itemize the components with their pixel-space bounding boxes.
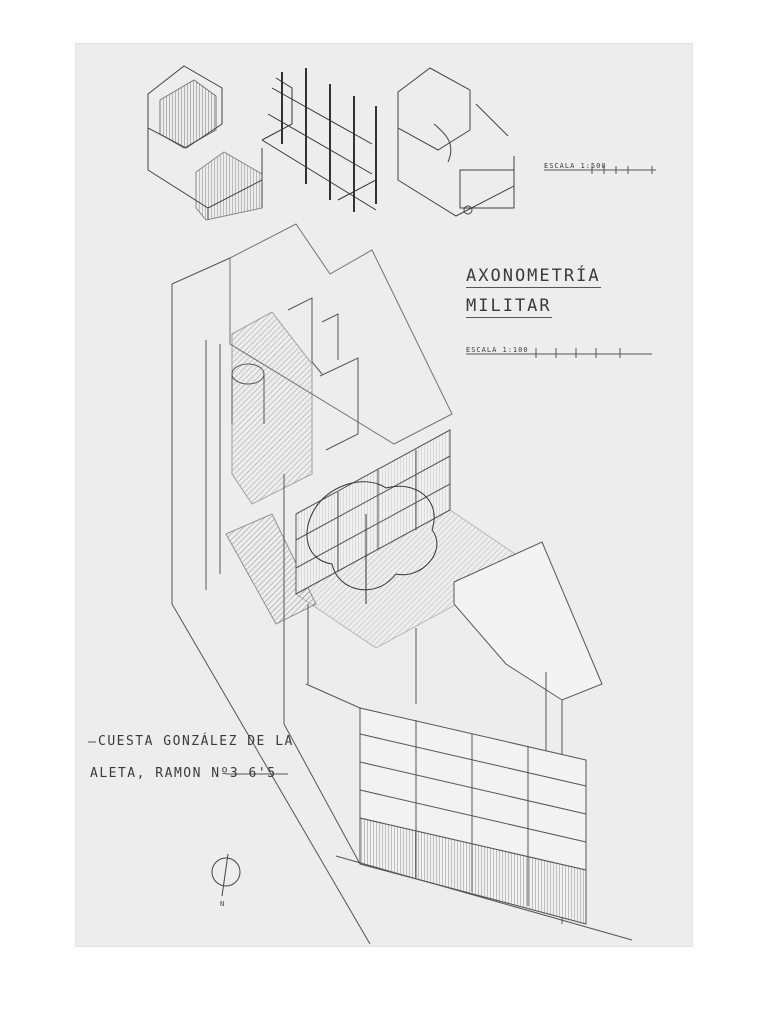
main-axonometric [172, 224, 632, 944]
thumbnail-cutaway [398, 68, 514, 216]
title-line-1: AXONOMETRÍA [466, 266, 601, 286]
scale-label-main: ESCALA 1:100 [466, 346, 529, 354]
axonometric-drawing [76, 44, 692, 946]
author-line-1: CUESTA GONZÁLEZ DE LA [98, 734, 294, 749]
north-arrow [212, 854, 240, 908]
thumbnail-massing [148, 66, 262, 220]
svg-text:N: N [220, 900, 225, 908]
title-line-2: MILITAR [466, 296, 552, 316]
thumbnail-structure [262, 68, 376, 212]
scale-label-small: ESCALA 1:500 [544, 162, 607, 170]
drawing-sheet [76, 44, 692, 946]
author-line-2: ALETA, RAMON Nº3 6'5 [90, 766, 277, 781]
